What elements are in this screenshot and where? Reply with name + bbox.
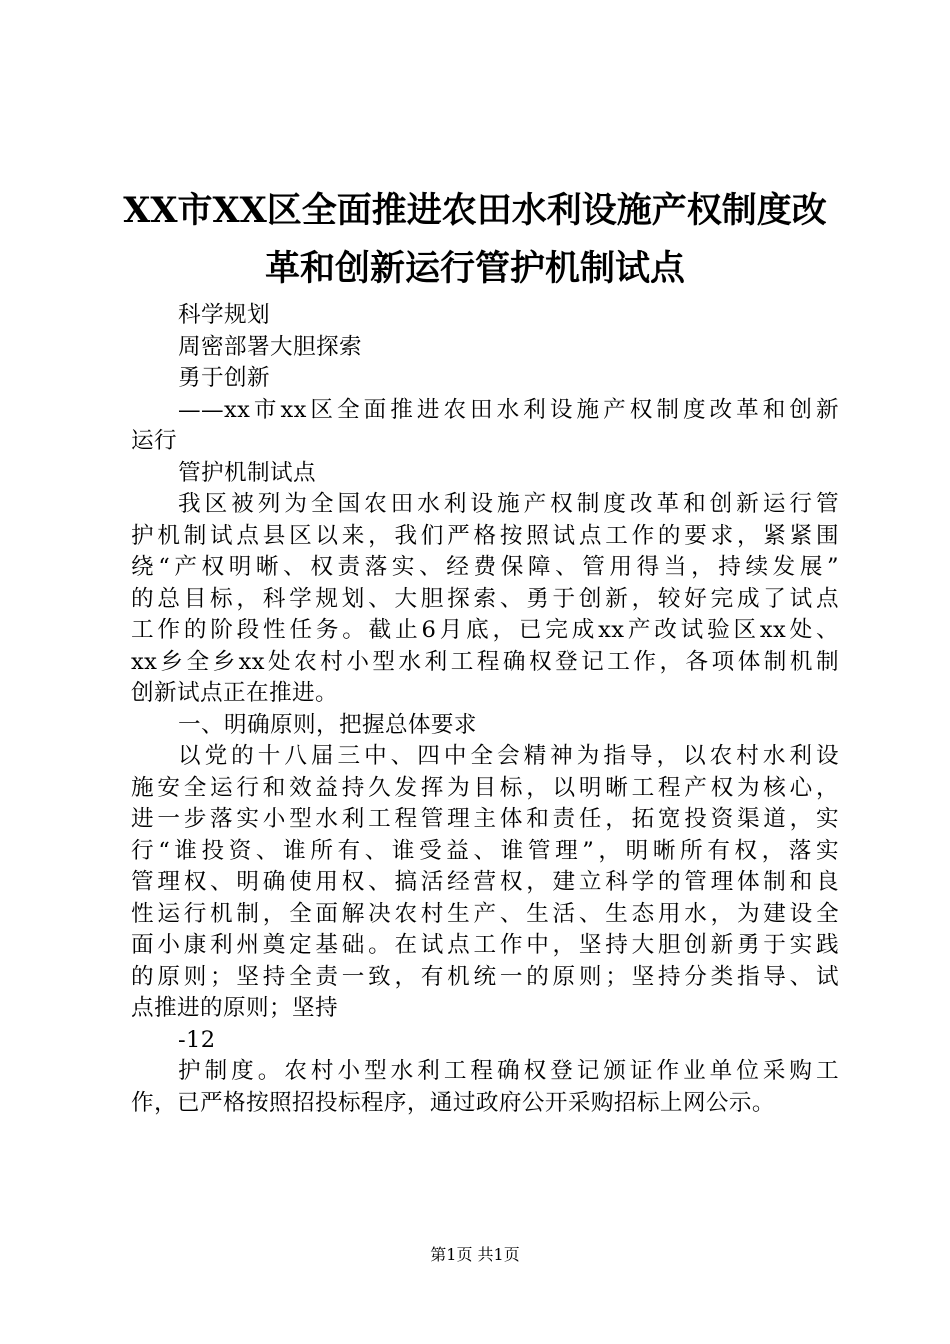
paragraph-line: 绕“产权明晰、权责落实、经费保障、管用得当，持续发展” [131, 554, 839, 580]
subtitle-line: 科学规划 [178, 302, 270, 328]
document-title-line-1: XX市XX区全面推进农田水利设施产权制度改 [123, 190, 827, 231]
paragraph-line: 作，已严格按照招投标程序，通过政府公开采购招标上网公示。 [131, 1089, 775, 1116]
subtitle-line: 周密部署大胆探索 [178, 333, 362, 360]
paragraph-line: 创新试点正在推进。 [131, 680, 338, 706]
document-title-line-2: 革和创新运行管护机制试点 [264, 248, 685, 289]
paragraph-line: 的原则；坚持全责一致，有机统一的原则；坚持分类指导、试 [131, 963, 839, 990]
paragraph-line: 护机制试点县区以来，我们严格按照试点工作的要求，紧紧围 [131, 522, 839, 549]
paragraph-line: 点推进的原则；坚持 [131, 995, 338, 1021]
paragraph-line: 面小康利州奠定基础。在试点工作中，坚持大胆创新勇于实践 [131, 932, 839, 958]
paragraph-line: 工作的阶段性任务。截止6月底，已完成xx产改试验区xx处、 [131, 617, 839, 643]
subtitle-line: 勇于创新 [178, 365, 270, 391]
paragraph-line: 以党的十八届三中、四中全会精神为指导，以农村水利设 [178, 743, 839, 769]
subtitle-dash-line: ——xx市xx区全面推进农田水利设施产权制度改革和创新 [178, 396, 839, 423]
paragraph-line: 施安全运行和效益持久发挥为目标，以明晰工程产权为核心， [131, 774, 839, 801]
paragraph-line: 进一步落实小型水利工程管理主体和责任，拓宽投资渠道，实 [131, 806, 839, 832]
document-body [131, 300, 839, 1119]
body-line: 管护机制试点 [178, 459, 316, 486]
paragraph-line: 护制度。农村小型水利工程确权登记颁证作业单位采购工 [178, 1058, 839, 1084]
paragraph-line: 行“谁投资、谁所有、谁受益、谁管理”，明晰所有权，落实 [131, 837, 839, 864]
page-marker: -12 [178, 1026, 216, 1053]
paragraph-line: 我区被列为全国农田水利设施产权制度改革和创新运行管 [178, 491, 839, 517]
page-footer: 第1页 共1页 [430, 1245, 520, 1264]
paragraph-line: 管理权、明确使用权、搞活经营权，建立科学的管理体制和良 [131, 869, 839, 895]
paragraph-line: xx乡全乡xx处农村小型水利工程确权登记工作，各项体制机制 [131, 648, 839, 675]
section-heading: 一、明确原则，把握总体要求 [178, 711, 477, 738]
body-line: 运行 [131, 428, 177, 454]
paragraph-line: 的总目标，科学规划、大胆探索、勇于创新，较好完成了试点 [131, 585, 839, 612]
paragraph-line: 性运行机制，全面解决农村生产、生活、生态用水，为建设全 [131, 900, 839, 927]
